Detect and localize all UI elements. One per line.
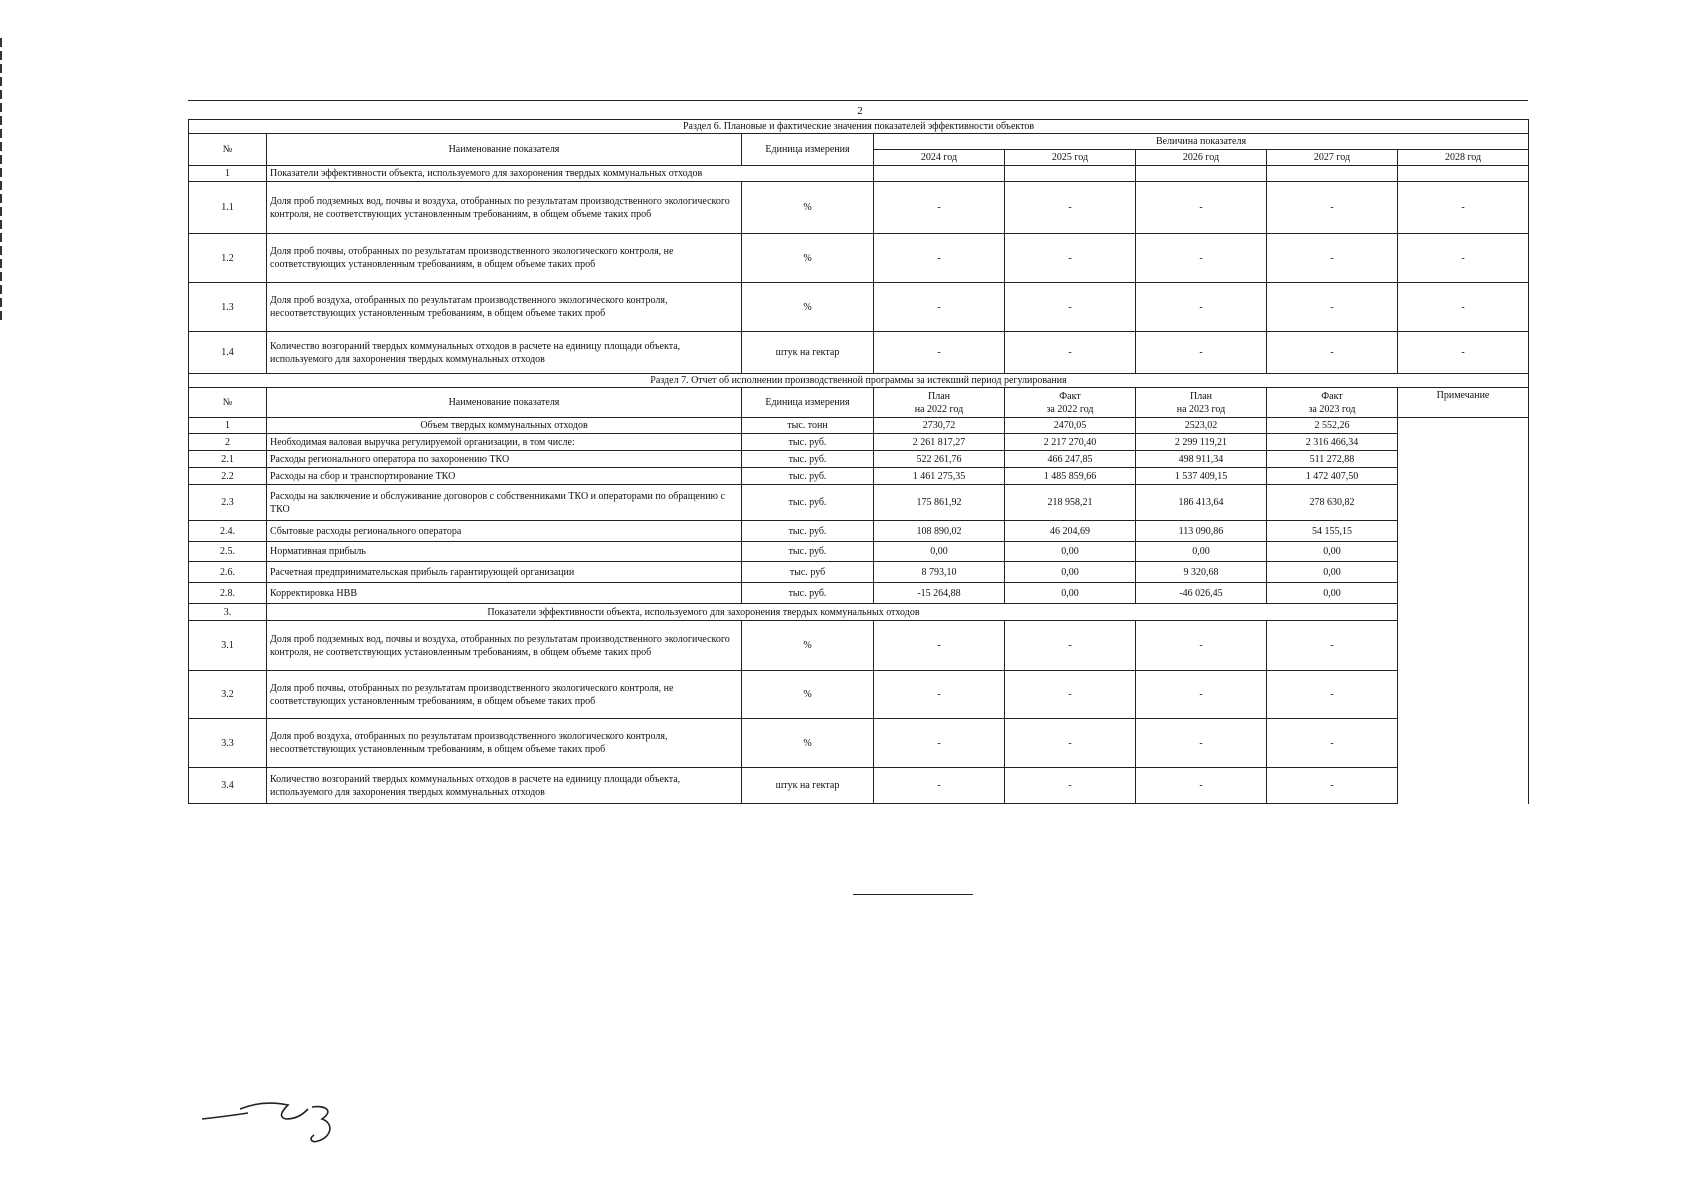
row-value: 0,00 xyxy=(1005,562,1136,583)
row-unit: тыс. тонн xyxy=(742,418,874,434)
row-value: - xyxy=(1267,332,1398,374)
row-value: - xyxy=(874,332,1005,374)
header-value: Величина показателя xyxy=(874,134,1529,150)
row-value: 522 261,76 xyxy=(874,451,1005,468)
header-note: Примечание xyxy=(1398,388,1529,418)
row-value: - xyxy=(1267,182,1398,234)
table-row xyxy=(189,768,1529,804)
row-name: Доля проб почвы, отобранных по результатам производственного экологического контроля, не соответствующих установленным требованиям, в общем объеме таких проб xyxy=(267,234,742,283)
row-unit: % xyxy=(742,234,874,283)
header-unit: Единица измерения xyxy=(742,388,874,418)
header-fact-2023: Факт за 2023 год xyxy=(1267,388,1398,418)
row-value: - xyxy=(1005,283,1136,332)
row-value: - xyxy=(1005,332,1136,374)
row-name: Объем твердых коммунальных отходов xyxy=(267,418,742,434)
row-value: 0,00 xyxy=(874,542,1005,562)
row-value: - xyxy=(1267,719,1398,768)
row-unit: % xyxy=(742,283,874,332)
row-value: - xyxy=(874,671,1005,719)
header-unit: Единица измерения xyxy=(742,134,874,166)
header-no: № xyxy=(189,388,267,418)
row-value: 46 204,69 xyxy=(1005,521,1136,542)
row-value: 0,00 xyxy=(1267,542,1398,562)
row-value: 54 155,15 xyxy=(1267,521,1398,542)
row-value: 2523,02 xyxy=(1136,418,1267,434)
row-value: 1 537 409,15 xyxy=(1136,468,1267,485)
row-value: - xyxy=(1398,283,1529,332)
row-value: - xyxy=(1005,234,1136,283)
row-no: 3.3 xyxy=(189,719,267,768)
header-year: 2025 год xyxy=(1005,150,1136,166)
table-row xyxy=(189,451,1529,468)
handwritten-signature xyxy=(200,1095,350,1165)
table-row xyxy=(189,583,1529,604)
row-name: Количество возгораний твердых коммунальных отходов в расчете на единицу площади объекта, используемого для захоронения твердых коммунальных отходов xyxy=(267,332,742,374)
row-value: 108 890,02 xyxy=(874,521,1005,542)
row-value: 498 911,34 xyxy=(1136,451,1267,468)
row-no: 1.1 xyxy=(189,182,267,234)
row-name: Доля проб воздуха, отобранных по результатам производственного экологического контроля, несоответствующих установленным требованиям, в общем объеме таких проб xyxy=(267,283,742,332)
row-no: 1.3 xyxy=(189,283,267,332)
row-name: Доля проб воздуха, отобранных по результатам производственного экологического контроля, несоответствующих установленным требованиям, в общем объеме таких проб xyxy=(267,719,742,768)
row-unit: тыс. руб. xyxy=(742,521,874,542)
row-value: - xyxy=(1005,671,1136,719)
row-value: -46 026,45 xyxy=(1136,583,1267,604)
row-value: - xyxy=(1398,182,1529,234)
row-value: 0,00 xyxy=(1136,542,1267,562)
row-unit: тыс. руб. xyxy=(742,583,874,604)
row-value: - xyxy=(1136,234,1267,283)
row-value: - xyxy=(1398,234,1529,283)
row-name: Расчетная предпринимательская прибыль гарантирующей организации xyxy=(267,562,742,583)
row-value: 278 630,82 xyxy=(1267,485,1398,521)
table-row xyxy=(189,485,1529,521)
page-number: 2 xyxy=(857,105,863,117)
table-row xyxy=(189,521,1529,542)
row-no: 2.4. xyxy=(189,521,267,542)
row-value: 0,00 xyxy=(1267,562,1398,583)
section6-title: Раздел 6. Плановые и фактические значения показателей эффективности объектов xyxy=(189,120,1529,134)
row-value: 218 958,21 xyxy=(1005,485,1136,521)
row-name: Корректировка НВВ xyxy=(267,583,742,604)
row-value: -15 264,88 xyxy=(874,583,1005,604)
row-name: Расходы на заключение и обслуживание договоров с собственниками ТКО и операторами по обращению с ТКО xyxy=(267,485,742,521)
row-unit: % xyxy=(742,719,874,768)
row-name: Нормативная прибыль xyxy=(267,542,742,562)
group-no: 1 xyxy=(189,166,267,182)
row-value: 9 320,68 xyxy=(1136,562,1267,583)
row-value: - xyxy=(1005,182,1136,234)
row-value: - xyxy=(874,182,1005,234)
table-row xyxy=(189,542,1529,562)
table-row xyxy=(189,434,1529,451)
row-name: Количество возгораний твердых коммунальных отходов в расчете на единицу площади объекта, используемого для захоронения твердых коммунальных отходов xyxy=(267,768,742,804)
header-year: 2026 год xyxy=(1136,150,1267,166)
row-value: 0,00 xyxy=(1267,583,1398,604)
row-value: - xyxy=(1005,719,1136,768)
header-year: 2024 год xyxy=(874,150,1005,166)
row-name: Необходимая валовая выручка регулируемой организации, в том числе: xyxy=(267,434,742,451)
group-no: 3. xyxy=(189,604,267,621)
row-no: 1.2 xyxy=(189,234,267,283)
row-value: - xyxy=(1136,332,1267,374)
row-value: 2470,05 xyxy=(1005,418,1136,434)
row-value: - xyxy=(874,768,1005,804)
table-row xyxy=(189,283,1529,332)
indicators-table xyxy=(188,119,1529,804)
table-row xyxy=(189,562,1529,583)
row-value: 2 261 817,27 xyxy=(874,434,1005,451)
row-unit: % xyxy=(742,621,874,671)
row-value: - xyxy=(1005,621,1136,671)
row-value: - xyxy=(1136,768,1267,804)
table-row xyxy=(189,182,1529,234)
row-value: - xyxy=(1136,719,1267,768)
row-value: 1 472 407,50 xyxy=(1267,468,1398,485)
table-row xyxy=(189,234,1529,283)
table-row xyxy=(189,719,1529,768)
table-row xyxy=(189,621,1529,671)
row-value: 0,00 xyxy=(1005,583,1136,604)
row-name: Доля проб подземных вод, почвы и воздуха, отобранных по результатам производственного экологического контроля, не соответствующих установленным требованиям, в общем объеме таких проб xyxy=(267,621,742,671)
row-unit: тыс. руб xyxy=(742,562,874,583)
header-year: 2028 год xyxy=(1398,150,1529,166)
row-unit: штук на гектар xyxy=(742,768,874,804)
row-value: 466 247,85 xyxy=(1005,451,1136,468)
end-rule xyxy=(853,894,973,895)
row-name: Расходы регионального оператора по захоронению ТКО xyxy=(267,451,742,468)
row-value: - xyxy=(1398,332,1529,374)
row-value: - xyxy=(874,283,1005,332)
header-year: 2027 год xyxy=(1267,150,1398,166)
group-name: Показатели эффективности объекта, используемого для захоронения твердых коммунальных отходов xyxy=(267,166,874,182)
row-value: - xyxy=(1267,671,1398,719)
table-row xyxy=(189,418,1529,434)
row-value: 1 485 859,66 xyxy=(1005,468,1136,485)
row-no: 3.1 xyxy=(189,621,267,671)
row-no: 2.2 xyxy=(189,468,267,485)
row-value: - xyxy=(1267,768,1398,804)
section7-title: Раздел 7. Отчет об исполнении производственной программы за истекший период регулирования xyxy=(189,374,1529,388)
row-value: - xyxy=(874,719,1005,768)
row-value: 175 861,92 xyxy=(874,485,1005,521)
row-value: - xyxy=(1136,283,1267,332)
row-value: 2 299 119,21 xyxy=(1136,434,1267,451)
row-no: 2.5. xyxy=(189,542,267,562)
row-name: Доля проб почвы, отобранных по результатам производственного экологического контроля, не соответствующих установленным требованиям, в общем объеме таких проб xyxy=(267,671,742,719)
row-value: 186 413,64 xyxy=(1136,485,1267,521)
row-unit: тыс. руб. xyxy=(742,485,874,521)
row-value: - xyxy=(1136,671,1267,719)
row-no: 2.1 xyxy=(189,451,267,468)
row-unit: % xyxy=(742,182,874,234)
row-value: - xyxy=(1136,621,1267,671)
row-unit: тыс. руб. xyxy=(742,542,874,562)
table-row xyxy=(189,468,1529,485)
row-unit: тыс. руб. xyxy=(742,434,874,451)
row-value: 2730,72 xyxy=(874,418,1005,434)
row-value: 511 272,88 xyxy=(1267,451,1398,468)
row-name: Расходы на сбор и транспортирование ТКО xyxy=(267,468,742,485)
row-unit: тыс. руб. xyxy=(742,468,874,485)
row-value: 0,00 xyxy=(1005,542,1136,562)
row-value: - xyxy=(1267,283,1398,332)
row-value: 113 090,86 xyxy=(1136,521,1267,542)
table-row xyxy=(189,671,1529,719)
row-no: 3.2 xyxy=(189,671,267,719)
row-value: - xyxy=(1267,234,1398,283)
row-value: 2 217 270,40 xyxy=(1005,434,1136,451)
row-no: 2.6. xyxy=(189,562,267,583)
table-row xyxy=(189,332,1529,374)
row-value: 1 461 275,35 xyxy=(874,468,1005,485)
row-no: 2 xyxy=(189,434,267,451)
row-unit: штук на гектар xyxy=(742,332,874,374)
header-fact-2022: Факт за 2022 год xyxy=(1005,388,1136,418)
row-value: - xyxy=(874,621,1005,671)
group-name: Показатели эффективности объекта, используемого для захоронения твердых коммунальных отходов xyxy=(267,604,1398,621)
top-rule xyxy=(188,100,1528,101)
header-name: Наименование показателя xyxy=(267,388,742,418)
row-no: 1 xyxy=(189,418,267,434)
row-value: - xyxy=(1005,768,1136,804)
header-plan-2022: План на 2022 год xyxy=(874,388,1005,418)
row-no: 2.3 xyxy=(189,485,267,521)
header-name: Наименование показателя xyxy=(267,134,742,166)
row-name: Доля проб подземных вод, почвы и воздуха, отобранных по результатам производственного экологического контроля, не соответствующих установленным требованиям, в общем объеме таких проб xyxy=(267,182,742,234)
row-unit: % xyxy=(742,671,874,719)
row-unit: тыс. руб. xyxy=(742,451,874,468)
header-plan-2023: План на 2023 год xyxy=(1136,388,1267,418)
row-value: - xyxy=(874,234,1005,283)
row-name: Сбытовые расходы регионального оператора xyxy=(267,521,742,542)
header-no: № xyxy=(189,134,267,166)
row-no: 1.4 xyxy=(189,332,267,374)
scan-edge-mark xyxy=(0,38,2,323)
row-value: - xyxy=(1136,182,1267,234)
row-no: 3.4 xyxy=(189,768,267,804)
row-value: - xyxy=(1267,621,1398,671)
row-no: 2.8. xyxy=(189,583,267,604)
row-value: 8 793,10 xyxy=(874,562,1005,583)
row-value: 2 552,26 xyxy=(1267,418,1398,434)
row-value: 2 316 466,34 xyxy=(1267,434,1398,451)
